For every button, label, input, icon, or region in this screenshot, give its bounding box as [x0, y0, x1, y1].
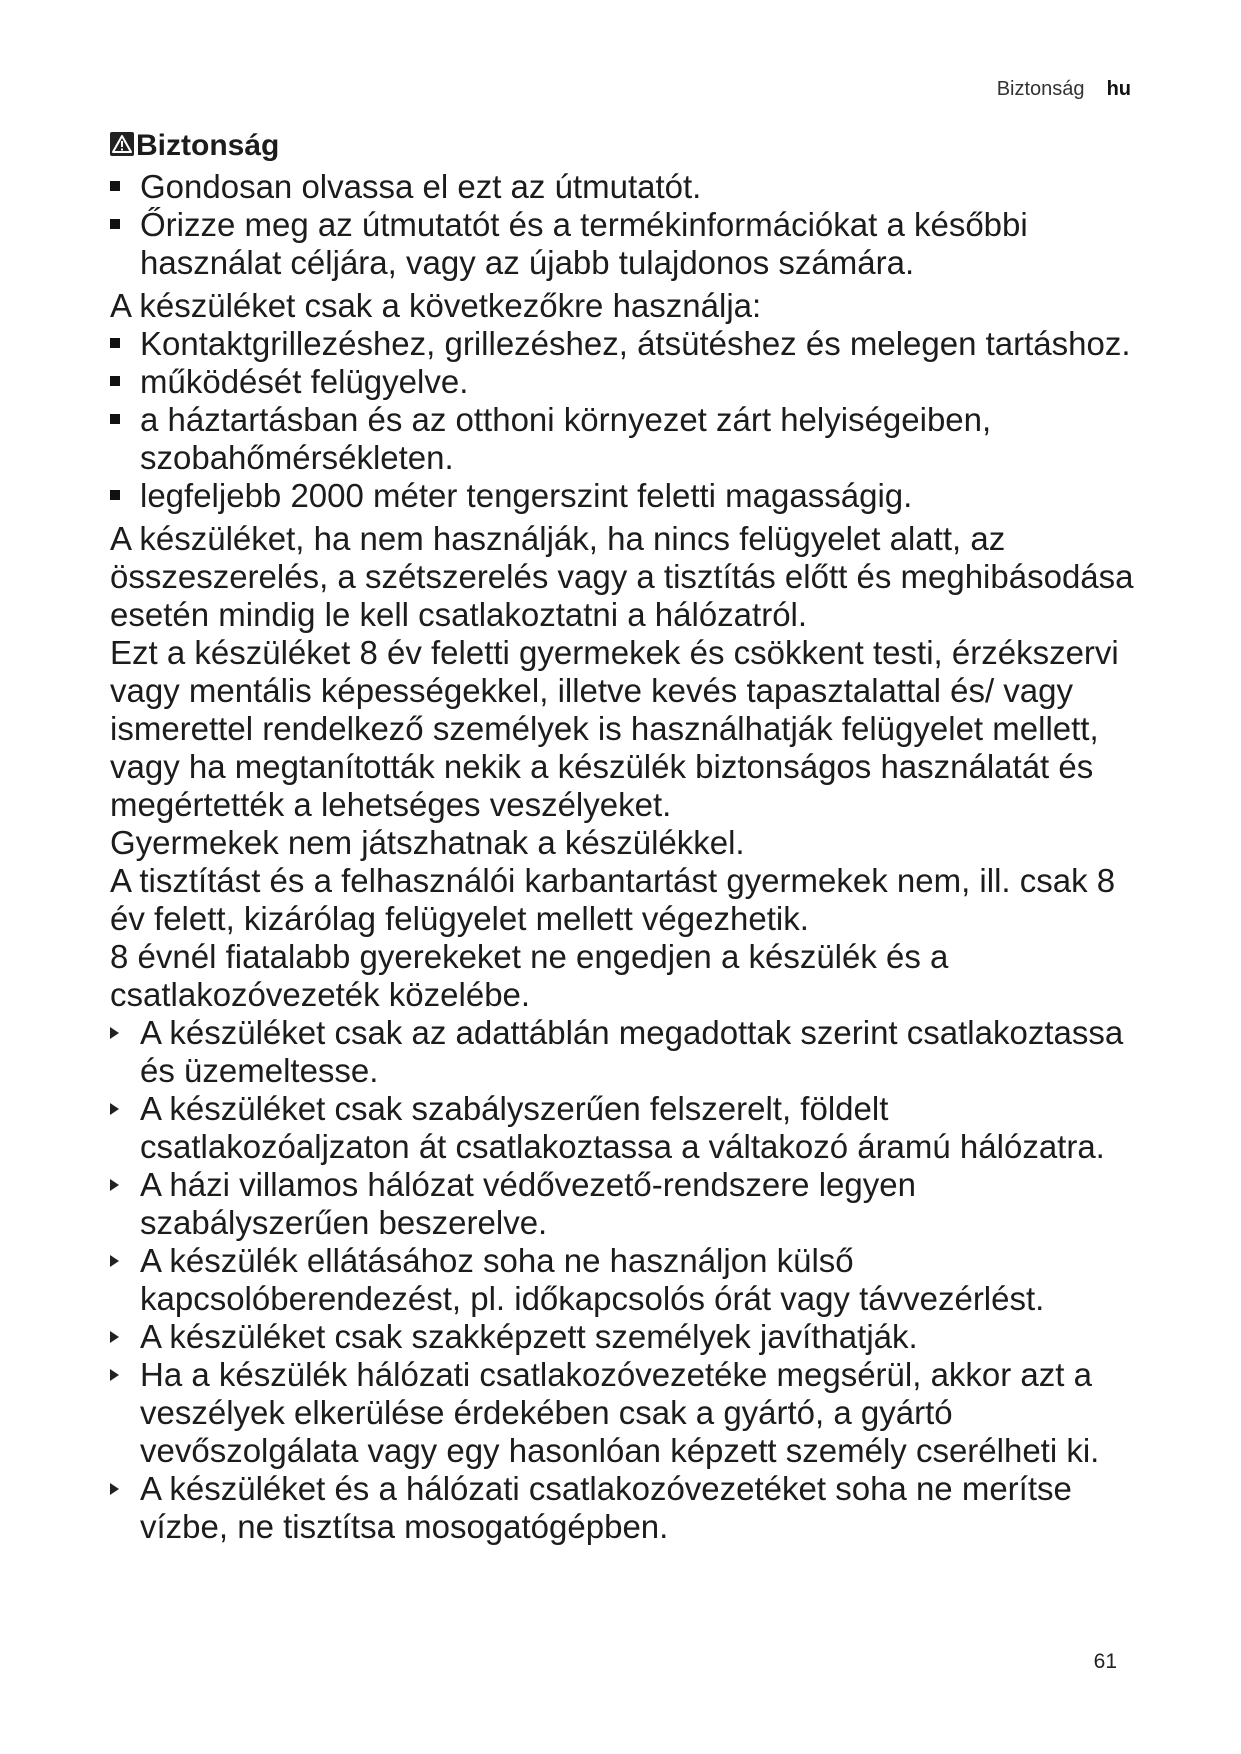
arrow-bullet-icon [110, 1331, 119, 1343]
square-bullet-icon [110, 219, 120, 229]
instruction-text: A készüléket és a hálózati csatlakozóvezetéket soha ne merítse vízbe, ne tisztítsa mosogatógépben. [140, 1470, 1072, 1545]
instruction-item [110, 1356, 1140, 1470]
page-number: 61 [1093, 1650, 1117, 1673]
instruction-text: A készüléket csak szakképzett személyek javíthatják. [140, 1318, 918, 1355]
list-item [110, 477, 1140, 515]
section-title: Biztonság [136, 129, 280, 162]
page-content [110, 128, 1140, 1546]
list-item [110, 401, 1140, 477]
instruction-item [110, 1090, 1140, 1166]
square-bullet-icon [110, 490, 120, 500]
section-title-row [110, 128, 1140, 164]
list-item [110, 168, 1140, 206]
instruction-text: A készüléket csak az adattáblán megadottak szerint csatlakoztassa és üzemeltesse. [140, 1014, 1124, 1089]
arrow-bullet-icon [110, 1483, 119, 1495]
arrow-bullet-icon [110, 1255, 119, 1267]
list-item-text: a háztartásban és az otthoni környezet zárt helyiségeiben, szobahőmérsékleten. [140, 401, 992, 476]
arrow-bullet-icon [110, 1103, 119, 1115]
list-item [110, 206, 1140, 282]
instruction-item [110, 1014, 1140, 1090]
instruction-text: Ha a készülék hálózati csatlakozóvezetéke megsérül, akkor azt a veszélyek elkerülése érdekében csak a gyártó, a gyártó vevőszolgálata vagy egy hasonlóan képzett személy cserélheti ki. [140, 1356, 1100, 1469]
square-bullet-icon [110, 414, 120, 424]
intro-bullet-list [110, 168, 1140, 282]
instruction-list [110, 1014, 1140, 1546]
running-header [997, 78, 1131, 101]
instruction-item [110, 1470, 1140, 1546]
header-section: Biztonság [996, 78, 1085, 100]
paragraph: Gyermekek nem játszhatnak a készülékkel. [110, 824, 745, 861]
arrow-bullet-icon [110, 1369, 119, 1381]
instruction-item [110, 1318, 1140, 1356]
arrow-bullet-icon [110, 1027, 119, 1039]
instruction-text: A készülék ellátásához soha ne használjon külső kapcsolóberendezést, pl. időkapcsolós órát vagy távvezérlést. [140, 1242, 1045, 1317]
list-item [110, 325, 1140, 363]
use-intro: A készüléket csak a következőkre használja: [110, 287, 762, 324]
list-item-text: működését felügyelve. [140, 363, 469, 400]
paragraph: Ezt a készüléket 8 év feletti gyermekek és csökkent testi, érzékszervi vagy mentális képességekkel, illetve kevés tapasztalattal és/ vagy ismerettel rendelkező személyek is használhatják felügyelet mellett, vagy ha megtanították nekik a készülék biztonságos használatát és megértették a lehetséges veszélyeket. [110, 634, 1119, 823]
instruction-text: A házi villamos hálózat védővezető-rendszere legyen szabályszerűen beszerelve. [140, 1166, 916, 1241]
instruction-item [110, 1166, 1140, 1242]
paragraph: A készüléket, ha nem használják, ha nincs felügyelet alatt, az összeszerelés, a szétszerelés vagy a tisztítás előtt és meghibásodása esetén mindig le kell csatlakoztatni a hálózatról. [110, 520, 1134, 633]
warning-triangle-icon [110, 132, 134, 156]
list-item [110, 363, 1140, 401]
instruction-text: A készüléket csak szabályszerűen felszerelt, földelt csatlakozóaljzaton át csatlakoztassa a váltakozó áramú hálózatra. [140, 1090, 1105, 1165]
header-language: hu [1106, 78, 1131, 100]
arrow-bullet-icon [110, 1179, 119, 1191]
list-item-text: Gondosan olvassa el ezt az útmutatót. [140, 168, 702, 205]
square-bullet-icon [110, 338, 120, 348]
instruction-item [110, 1242, 1140, 1318]
use-bullet-list [110, 325, 1140, 515]
square-bullet-icon [110, 181, 120, 191]
square-bullet-icon [110, 376, 120, 386]
paragraph: 8 évnél fiatalabb gyerekeket ne engedjen a készülék és a csatlakozóvezeték közelébe. [110, 938, 949, 1013]
list-item-text: legfeljebb 2000 méter tengerszint feletti magasságig. [140, 477, 913, 514]
list-item-text: Kontaktgrillezéshez, grillezéshez, átsütéshez és melegen tartáshoz. [140, 325, 1131, 362]
paragraph: A tisztítást és a felhasználói karbantartást gyermekek nem, ill. csak 8 év felett, kizárólag felügyelet mellett végezhetik. [110, 862, 1116, 937]
list-item-text: Őrizze meg az útmutatót és a termékinformációkat a későbbi használat céljára, vagy az újabb tulajdonos számára. [140, 206, 1028, 281]
